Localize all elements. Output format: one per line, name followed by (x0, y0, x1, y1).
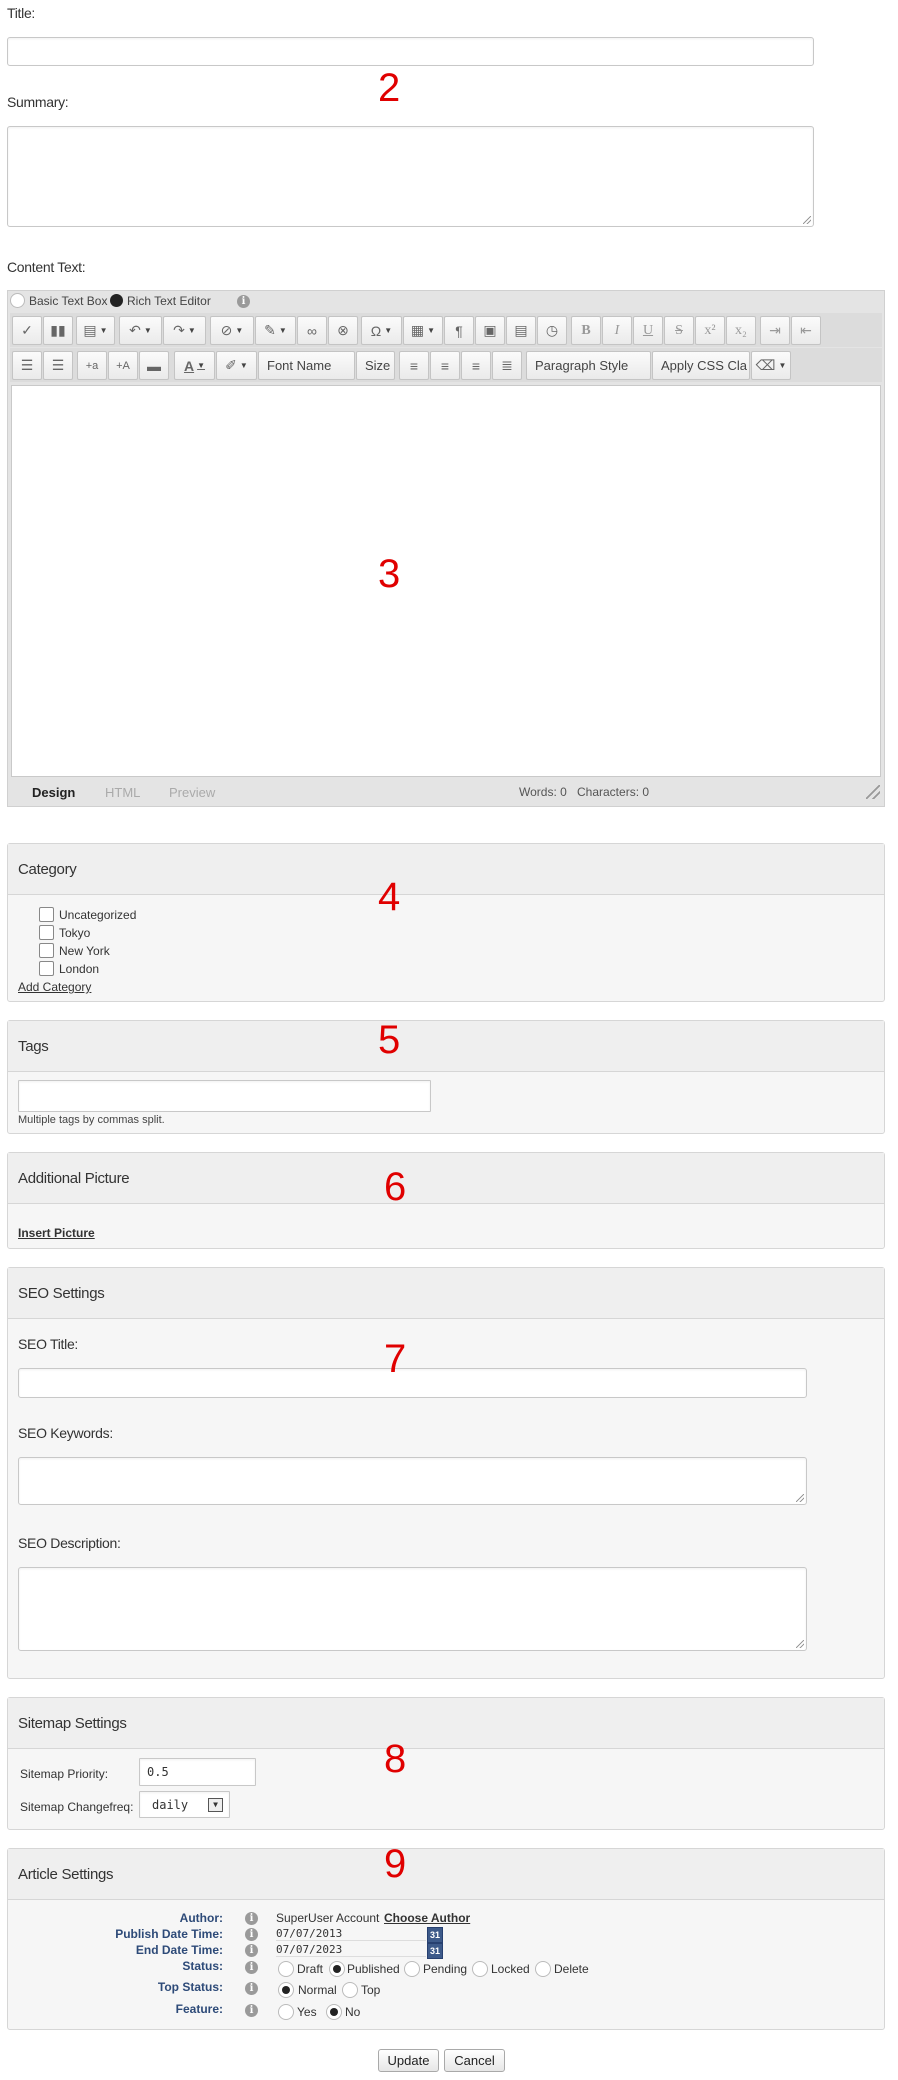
top-status-radio-top[interactable] (342, 1982, 358, 1998)
eraser-icon[interactable]: ⌫ ▼ (751, 351, 791, 380)
status-option-label: Locked (491, 1962, 530, 1976)
info-icon[interactable]: i (245, 1961, 258, 1974)
unlink-icon[interactable]: ⊗ (328, 316, 358, 345)
strikethrough-icon[interactable]: S (664, 316, 694, 345)
preview-tab[interactable]: Preview (169, 785, 216, 800)
feature-label: Feature: (175, 2002, 223, 2016)
ordered-list-icon[interactable]: ☰ (12, 351, 42, 380)
seo-settings-title: SEO Settings (18, 1285, 105, 1302)
design-tab[interactable]: Design (32, 785, 76, 800)
resize-grip-icon[interactable] (803, 216, 811, 224)
resize-grip-icon[interactable] (796, 1640, 804, 1648)
insert-picture-link[interactable]: Insert Picture (18, 1226, 95, 1240)
feature-option-label: No (345, 2005, 361, 2019)
attach-icon[interactable]: ⊘ ▼ (210, 316, 254, 345)
font-name-select[interactable]: Font Name (258, 351, 355, 380)
title-input[interactable] (7, 37, 814, 66)
seo-description-label: SEO Description: (18, 1535, 121, 1551)
feature-option-label: Yes (297, 2005, 317, 2019)
annotation-marker-3: 3 (378, 552, 401, 596)
category-label: New York (59, 944, 110, 958)
editor-toolbar-row-2 (10, 348, 882, 382)
symbol-icon[interactable]: Ω ▼ (361, 316, 402, 345)
top-status-radio-normal[interactable] (278, 1982, 294, 1998)
category-checkbox-new-york[interactable] (39, 943, 54, 958)
annotation-marker-5: 5 (378, 1018, 401, 1062)
sitemap-priority-input[interactable]: 0.5 (139, 1758, 256, 1786)
editor-resize-icon[interactable] (866, 785, 880, 799)
top-status-label: Top Status: (157, 1980, 223, 1994)
category-label: Tokyo (59, 926, 91, 940)
feature-radio-yes[interactable] (278, 2004, 294, 2020)
feature-radio-no[interactable] (326, 2004, 342, 2020)
paragraph-style-select[interactable]: Paragraph Style (526, 351, 651, 380)
sitemap-changefreq-label: Sitemap Changefreq: (20, 1800, 134, 1814)
category-checkbox-tokyo[interactable] (39, 925, 54, 940)
calendar-icon[interactable]: 31 (427, 1943, 443, 1959)
cancel-button[interactable]: Cancel (444, 2049, 505, 2072)
status-radio-locked[interactable] (472, 1961, 488, 1977)
publish-date-label: Publish Date Time: (115, 1927, 223, 1941)
top-status-option-label: Top (361, 1983, 381, 1997)
status-label: Status: (182, 1959, 223, 1973)
publish-date-input[interactable]: 07/07/2013 (276, 1927, 426, 1941)
editor-design-area[interactable] (11, 385, 881, 777)
additional-picture-panel (7, 1152, 885, 1249)
word-count: Words: 0 (519, 785, 567, 799)
rich-text-editor-label: Rich Text Editor (127, 294, 211, 308)
info-icon[interactable]: i (245, 1912, 258, 1925)
annotation-marker-7: 7 (384, 1337, 407, 1381)
font-color-icon[interactable]: A ▼ (174, 351, 215, 380)
outdent-icon[interactable]: ⇤ (791, 316, 821, 345)
superscript-icon[interactable]: x² (695, 316, 725, 345)
editor-mode-switch (10, 291, 310, 311)
character-count: Characters: 0 (577, 785, 650, 799)
tags-panel (7, 1020, 885, 1134)
seo-keywords-textarea[interactable] (18, 1457, 807, 1505)
align-center-icon[interactable]: ≡ (430, 351, 460, 380)
additional-picture-title: Additional Picture (18, 1170, 130, 1187)
paste-icon[interactable]: ▤ ▼ (76, 316, 115, 345)
add-category-link[interactable]: Add Category (18, 980, 92, 994)
calendar-icon[interactable]: ▤ (506, 316, 536, 345)
annotation-marker-9: 9 (384, 1842, 407, 1886)
sitemap-changefreq-select[interactable] (139, 1791, 230, 1818)
category-checkbox-london[interactable] (39, 961, 54, 976)
status-radio-pending[interactable] (404, 1961, 420, 1977)
end-date-label: End Date Time: (135, 1943, 223, 1957)
resize-grip-icon[interactable] (796, 1494, 804, 1502)
article-settings-title: Article Settings (18, 1866, 114, 1883)
status-radio-draft[interactable] (278, 1961, 294, 1977)
spellcheck-icon[interactable]: ✓ (12, 316, 42, 345)
info-icon[interactable]: i (245, 2004, 258, 2017)
status-option-label: Pending (423, 1962, 468, 1976)
seo-title-input[interactable] (18, 1368, 807, 1398)
status-radio-published[interactable] (329, 1961, 345, 1977)
bold-icon[interactable]: B (571, 316, 601, 345)
redo-icon[interactable]: ↷ ▼ (163, 316, 206, 345)
status-option-label: Published (347, 1962, 400, 1976)
end-date-input[interactable]: 07/07/2023 (276, 1943, 426, 1957)
top-status-option-label: Normal (298, 1983, 337, 1997)
basic-text-box-label: Basic Text Box (29, 294, 108, 308)
edit-icon[interactable]: ✎ ▼ (255, 316, 296, 345)
highlight-icon[interactable]: ✐ ▼ (216, 351, 257, 380)
annotation-marker-6: 6 (384, 1165, 407, 1209)
rich-text-editor-radio[interactable] (110, 294, 123, 307)
image-icon[interactable]: ▣ (475, 316, 505, 345)
calendar-icon[interactable]: 31 (427, 1927, 443, 1943)
undo-icon[interactable]: ↶ ▼ (119, 316, 162, 345)
sitemap-priority-label: Sitemap Priority: (20, 1767, 109, 1781)
info-icon[interactable]: i (245, 1982, 258, 1995)
font-size-down-icon[interactable]: +A (108, 351, 138, 380)
annotation-marker-4: 4 (378, 875, 401, 919)
subscript-icon[interactable]: x₂ (726, 316, 756, 345)
seo-keywords-label: SEO Keywords: (18, 1425, 113, 1441)
status-option-label: Delete (554, 1962, 589, 1976)
author-value: SuperUser Account (276, 1911, 380, 1925)
status-option-label: Draft (297, 1962, 324, 1976)
align-right-icon[interactable]: ≡ (461, 351, 491, 380)
tags-title: Tags (18, 1038, 49, 1055)
tags-input[interactable] (18, 1080, 431, 1112)
tags-hint: Multiple tags by commas split. (18, 1114, 165, 1126)
annotation-marker-8: 8 (384, 1737, 407, 1781)
underline-icon[interactable]: U (633, 316, 663, 345)
summary-textarea[interactable] (7, 126, 814, 227)
horizontal-rule-icon[interactable]: ▬ (139, 351, 169, 380)
seo-description-textarea[interactable] (18, 1567, 807, 1651)
rich-text-editor (7, 290, 885, 807)
justify-icon[interactable]: ≣ (492, 351, 522, 380)
chevron-down-icon[interactable]: ▼ (208, 1798, 223, 1812)
annotation-marker-2: 2 (378, 66, 401, 110)
indent-icon[interactable]: ⇥ (760, 316, 790, 345)
italic-icon[interactable]: I (602, 316, 632, 345)
info-icon[interactable]: i (237, 295, 250, 308)
editor-mode-tabs (8, 779, 884, 805)
link-icon[interactable]: ∞ (297, 316, 327, 345)
category-label: Uncategorized (59, 908, 137, 922)
font-size-select[interactable]: Size (356, 351, 395, 380)
basic-text-box-radio[interactable] (10, 293, 25, 308)
sitemap-settings-panel (7, 1697, 885, 1830)
category-title: Category (18, 861, 77, 878)
author-label: Author: (179, 1911, 223, 1925)
category-panel (7, 843, 885, 1002)
update-button[interactable]: Update (378, 2049, 439, 2072)
seo-settings-panel (7, 1267, 885, 1679)
article-settings-panel (7, 1848, 885, 2030)
content-label: Content Text: (7, 259, 86, 275)
changefreq-value: daily (152, 1798, 189, 1812)
editor-toolbar-row-1 (10, 313, 882, 347)
find-icon[interactable]: ▮▮ (43, 316, 73, 345)
info-icon[interactable]: i (245, 1928, 258, 1941)
paragraph-icon[interactable]: ¶ (444, 316, 474, 345)
sitemap-settings-title: Sitemap Settings (18, 1715, 127, 1732)
clock-icon[interactable]: ◷ (537, 316, 567, 345)
info-icon[interactable]: i (245, 1944, 258, 1957)
category-label: London (59, 962, 100, 976)
html-tab[interactable]: HTML (105, 785, 141, 800)
choose-author-link[interactable]: Choose Author (384, 1911, 471, 1925)
title-label: Title: (7, 5, 36, 21)
seo-title-label: SEO Title: (18, 1336, 79, 1352)
unordered-list-icon[interactable]: ☰ (43, 351, 73, 380)
table-icon[interactable]: ▦ ▼ (403, 316, 443, 345)
css-class-select[interactable]: Apply CSS Cla (652, 351, 750, 380)
status-radio-delete[interactable] (535, 1961, 551, 1977)
font-size-up-icon[interactable]: +a (77, 351, 107, 380)
category-checkbox-uncategorized[interactable] (39, 907, 54, 922)
align-left-icon[interactable]: ≡ (399, 351, 429, 380)
summary-label: Summary: (7, 94, 69, 110)
